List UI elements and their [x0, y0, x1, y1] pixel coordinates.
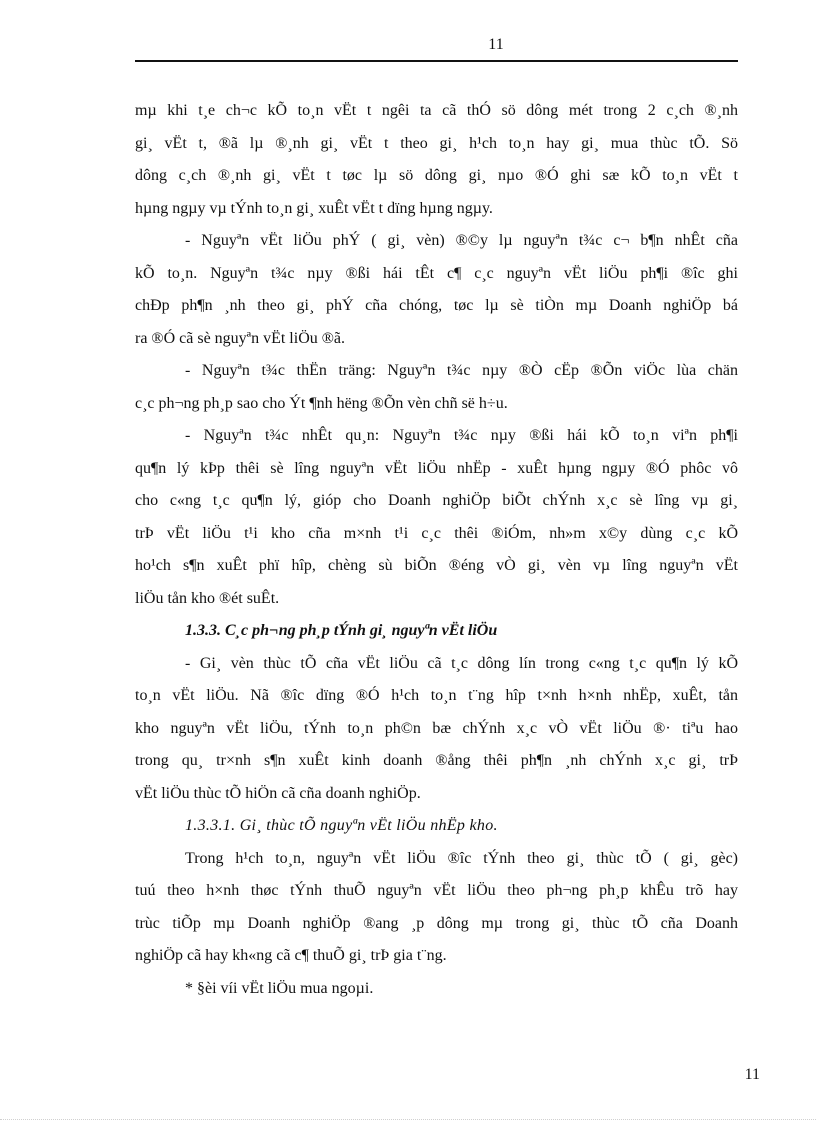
header-rule [135, 60, 738, 62]
text-line: vËt liÖu thùc tÕ hiÖn cã cña doanh nghiÖp. [135, 784, 421, 802]
text-line: - Gi¸ vèn thùc tÕ cña vËt liÖu cã t¸c dông lín trong c«ng t¸c qu¶n lý kÕ [185, 654, 738, 672]
subsection-heading: 1.3.3.1. Gi¸ thùc tÕ nguyªn vËt liÖu nhËp kho. [185, 817, 498, 834]
text-line: c¸c ph¬ng ph¸p sao cho Ýt ¶nh hëng ®Õn vèn chñ së h÷u. [135, 394, 508, 412]
text-line: Trong h¹ch to¸n, nguyªn vËt liÖu ®îc tÝnh theo gi¸ thùc tÕ ( gi¸ gèc) [185, 849, 738, 867]
text-line: trÞ vËt liÖu t¹i kho cña m×nh t¹i c¸c thêi ®iÓm, nh»m x©y dùng c¸c kÕ [135, 524, 738, 542]
text-line: nghiÖp cã hay kh«ng cã c¶ thuÕ gi¸ trÞ gia t¨ng. [135, 947, 447, 964]
text-line: hµng ngµy vµ tÝnh to¸n gi¸ xuÊt vËt t dïng hµng ngµy. [135, 199, 493, 217]
paragraph [135, 225, 738, 355]
text-line: * §èi víi vËt liÖu mua ngoµi. [185, 979, 374, 997]
text-line: liÖu tån kho ®ét suÊt. [135, 589, 280, 607]
page-bottom-dotted-rule [0, 1119, 816, 1120]
paragraph [135, 648, 738, 811]
header-page-number: 11 [488, 36, 504, 53]
text-line: - Nguyªn vËt liÖu phÝ ( gi¸ vèn) ®©y lµ nguyªn t¾c c¬ b¶n nhÊt cña [185, 232, 738, 249]
text-line: cho c«ng t¸c qu¶n lý, gióp cho Doanh nghiÖp biÕt chÝnh x¸c sè lîng vµ gi¸ [135, 492, 738, 509]
text-line: trong qu¸ tr×nh s¶n xuÊt kinh doanh ®ång thêi ph¶n ¸nh chÝnh x¸c gi¸ trÞ [135, 752, 738, 769]
text-line: to¸n vËt liÖu. Nã ®îc dïng ®Ó h¹ch to¸n t¨ng hîp t×nh h×nh nhËp, xuÊt, tån [135, 687, 738, 704]
text-line: mµ khi t¸e ch¬c kÕ to¸n vËt t ngêi ta cã thÓ sö dông mét trong 2 c¸ch ®¸nh [135, 102, 738, 119]
text-line: ra ®Ó cã sè nguyªn vËt liÖu ®ã. [135, 329, 346, 347]
text-line: qu¶n lý kÞp thêi sè lîng nguyªn vËt liÖu nhËp - xuÊt hµng ngµy ®Ó phôc vô [135, 459, 738, 477]
document-body [135, 95, 738, 1005]
section-heading: 1.3.3. C¸c ph¬ng ph¸p tÝnh gi¸ nguyªn vËt liÖu [185, 622, 498, 639]
text-line: dông c¸ch ®¸nh gi¸ vËt t tøc lµ sö dông gi¸ nµo ®Ó ghi sæ kÕ to¸n vËt t [135, 167, 738, 184]
paragraph [135, 420, 738, 615]
paragraph [135, 843, 738, 973]
text-line: trùc tiÕp mµ Doanh nghiÖp ®ang ¸p dông mµ trong gi¸ thùc tÕ cña Doanh [135, 914, 738, 932]
text-line: - Nguyªn t¾c nhÊt qu¸n: Nguyªn t¾c nµy ®ßi hái kÕ to¸n viªn ph¶i [185, 427, 738, 444]
footer-page-number: 11 [744, 1066, 760, 1083]
text-line: - Nguyªn t¾c thËn träng: Nguyªn t¾c nµy ®Ò cËp ®Õn viÖc lùa chän [185, 362, 738, 379]
text-line: chÐp ph¶n ¸nh theo gi¸ phÝ cña chóng, tøc lµ sè tiÒn mµ Doanh nghiÖp bá [135, 297, 738, 314]
paragraph [135, 355, 738, 420]
text-line: kÕ to¸n. Nguyªn t¾c nµy ®ßi hái tÊt c¶ c¸c nguyªn vËt liÖu ph¶i ®îc ghi [135, 264, 738, 282]
text-line: gi¸ vËt t, ®ã lµ ®¸nh gi¸ vËt t theo gi¸ h¹ch to¸n hay gi¸ mua thùc tÕ. Sö [135, 134, 738, 152]
text-line: ho¹ch s¶n xuÊt phï hîp, chèng sù biÕn ®éng vÒ gi¸ vèn vµ lîng nguyªn vËt [135, 557, 738, 574]
text-line: kho nguyªn vËt liÖu, tÝnh to¸n ph©n bæ chÝnh x¸c vÒ vËt liÖu ®· tiªu hao [135, 719, 738, 737]
paragraph [135, 95, 738, 225]
text-line: tuú theo h×nh thøc tÝnh thuÕ nguyªn vËt liÖu theo ph¬ng ph¸p khÊu trõ hay [135, 882, 738, 899]
